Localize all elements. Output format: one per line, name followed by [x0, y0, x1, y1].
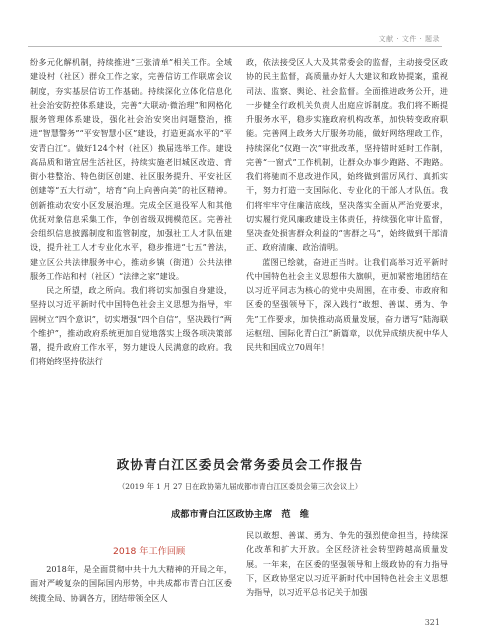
paragraph: 纷多元化解机制，持续推进“三张清单”相关工作。全域建设村（社区）群众工作之家，完善信访工作联席会议制度，夯实基层信访工作基础。持续深化立体化信息化社会治安防控体系建设，完善“大联动·微治理”和网格化服务管理体系建设，强化社会治安突出问题整治，推进“智慧警务”“平安智慧小区”建设，打造更高水平的“平安青白江”。做好124个村（社区）换届选举工作。建设高品质和谐宜居生活社区，持续实施老旧城区改造、背街小巷整治、特色街区创建、社区服务提升、平安社区创建等“五大行动”，培育“向上向善向美”的社区精神。创新推动农安小区发展治理。完成全区退役军人和其他优抚对象信息采集工作，争创省级双拥模范区。完善社会组织信息披露制度和监管制度，加强社工人才队伍建设，提升社工人才专业化水平，稳步推进“七五”普法，建立区公共法律服务中心，推动乡镇（街道）公共法律服务工作站和村（社区）“法律之家”建设。: [30, 57, 232, 281]
paragraph: 政，依法接受区人大及其常委会的监督，主动接受区政协的民主监督，高质量办好人大建议和政协提案，重视司法、监察、舆论、社会监督。全面推进政务公开，进一步健全行政机关负责人出庭应诉制度。我们将不断提升服务水平，稳步实施政府机构改革，加快转变政府职能。完善网上政务大厅服务功能，做好网络理政工作，持续深化“仅跑一次”审批改革，坚持错时延时工作制，完善“一窗式”工作机制，让群众办事少跑路、不跑路。我们将驰而不息改进作风，始终做到雷厉风行、真抓实干，努力打造一支国际化、专业化的干部人才队伍。我们将牢牢守住廉洁底线，坚决落实全面从严治党要求，切实履行党风廉政建设主体责任，持续强化审计监督，坚决查处损害群众利益的“害群之马”，始终做到干部清正、政府清廉、政治清明。: [246, 57, 448, 253]
report-subtitle: （2019 年 1 月 27 日在政协第九届成都市青白江区委员会第三次会议上）: [117, 482, 363, 491]
left-column-top: [30, 55, 232, 367]
section-heading: 2018 年工作回顾: [113, 546, 186, 557]
header-rule: [28, 46, 442, 47]
right-column-bottom: [246, 528, 448, 618]
report-author: 成都市青白江区政协主席 范 维: [171, 509, 309, 520]
page-number: 321: [424, 618, 440, 627]
paragraph: 民之所望，政之所向。我们将切实加强自身建设，坚持以习近平新时代中国特色社会主义思想为指导，牢固树立“四个意识”，切实增强“四个自信”，坚决践行“两个维护”，推动政府系统更加自觉地落实上级各项决策部署，提升政府工作水平，努力建设人民满意的政府。我们将始终坚持依法行: [30, 285, 232, 367]
right-column-top: [246, 55, 448, 475]
paragraph: 2018年，是全面贯彻中共十九大精神的开局之年，面对严峻复杂的国际国内形势，中共成都市青白江区委统揽全局、协调各方，团结带领全区人: [30, 564, 232, 603]
left-column-bottom: [30, 562, 232, 618]
paragraph: 蓝图已绘就，奋进正当时。让我们高举习近平新时代中国特色社会主义思想伟大旗帜，更加紧密地团结在以习近平同志为核心的党中央周围，在市委、市政府和区委的坚强领导下，深入践行“敢想、善谋、勇为、争先”工作要求，加快推动高质量发展，奋力谱写“陆海联运枢纽、国际化青白江”新篇章，以优异成绩庆祝中华人民共和国成立70周年！: [246, 256, 448, 352]
report-title: 政协青白江区委员会常务委员会工作报告: [116, 457, 364, 472]
header-section-tag: 文献 · 文件 · 题录: [378, 35, 440, 43]
paragraph: 民以敢想、善谋、勇为、争先的强烈使命担当，持续深化改革和扩大开放。全区经济社会转型跨越高质量发展。一年来，在区委的坚强领导和上级政协的有力指导下，区政协坚定以习近平新时代中国特色社会主义思想为指导，以习近平总书记关于加强: [246, 530, 448, 597]
